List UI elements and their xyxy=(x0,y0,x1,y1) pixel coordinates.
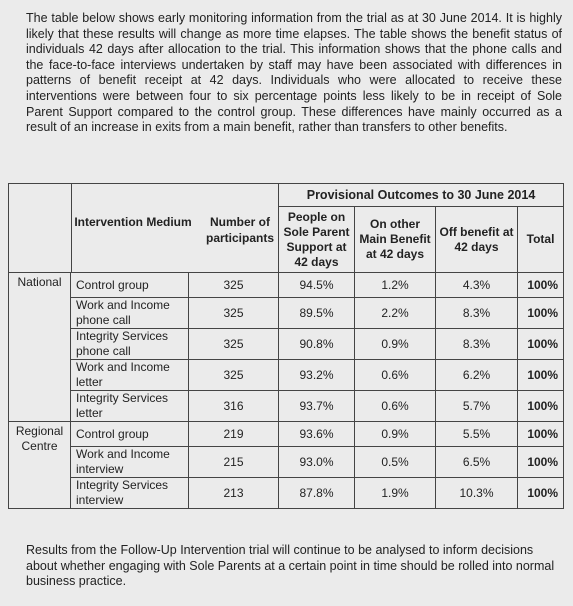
provisional-outcomes-header: Provisional Outcomes to 30 June 2014 xyxy=(279,184,564,207)
col-header-medium: Intervention Medium xyxy=(74,215,192,229)
table-row xyxy=(9,298,564,329)
other-cell: 0.9% xyxy=(355,422,436,447)
participants-cell: 219 xyxy=(189,422,279,447)
total-cell: 100% xyxy=(518,298,564,329)
medium-cell: Work and Income phone call xyxy=(71,298,189,329)
table-row xyxy=(9,273,564,298)
region-national: National xyxy=(9,273,71,422)
other-cell: 1.9% xyxy=(355,478,436,509)
col-header-off-benefit: Off benefit at 42 days xyxy=(436,207,518,273)
table-row xyxy=(9,447,564,478)
off-cell: 8.3% xyxy=(436,298,518,329)
header-blank xyxy=(9,184,279,273)
medium-cell: Work and Income letter xyxy=(71,360,189,391)
medium-cell: Integrity Services phone call xyxy=(71,329,189,360)
intro-paragraph: The table below shows early monitoring information from the trial as at 30 June 2014. It is highly likely that these results will change as more time elapses. The table shows the benefit status of individuals 42 days after allocation to the trial. This information shows that the phone calls and the face-to-face interviews undertaken by staff may have been associated with differences in patterns of benefit receipt at 42 days. Individuals who were allocated to receive these interventions were between four to six percentage points less likely to be in receipt of Sole Parent Support compared to the control group. These differences have mainly occurred as a result of an increase in exits from a main benefit, rather than transfers to other benefits. xyxy=(26,11,562,135)
col-header-total: Total xyxy=(518,207,564,273)
participants-cell: 325 xyxy=(189,329,279,360)
off-cell: 4.3% xyxy=(436,273,518,298)
sps-cell: 93.0% xyxy=(279,447,355,478)
col-header-sole-parent: People on Sole Parent Support at 42 days xyxy=(279,207,355,273)
medium-cell: Control group xyxy=(71,422,189,447)
total-cell: 100% xyxy=(518,447,564,478)
off-cell: 5.5% xyxy=(436,422,518,447)
participants-cell: 325 xyxy=(189,273,279,298)
table-row xyxy=(9,422,564,447)
participants-cell: 325 xyxy=(189,298,279,329)
sps-cell: 93.7% xyxy=(279,391,355,422)
medium-cell: Control group xyxy=(71,273,189,298)
off-cell: 6.5% xyxy=(436,447,518,478)
other-cell: 0.9% xyxy=(355,329,436,360)
table-row xyxy=(9,391,564,422)
participants-cell: 215 xyxy=(189,447,279,478)
other-cell: 2.2% xyxy=(355,298,436,329)
medium-cell: Integrity Services interview xyxy=(71,478,189,509)
other-cell: 1.2% xyxy=(355,273,436,298)
other-cell: 0.5% xyxy=(355,447,436,478)
sps-cell: 93.2% xyxy=(279,360,355,391)
sps-cell: 94.5% xyxy=(279,273,355,298)
off-cell: 10.3% xyxy=(436,478,518,509)
closing-paragraph: Results from the Follow-Up Intervention trial will continue to be analysed to inform decisions about whether engaging with Sole Parents at a certain point in time should be rolled into normal business practice. xyxy=(26,543,555,589)
off-cell: 5.7% xyxy=(436,391,518,422)
other-cell: 0.6% xyxy=(355,391,436,422)
col-header-other-benefit: On other Main Benefit at 42 days xyxy=(355,207,436,273)
total-cell: 100% xyxy=(518,391,564,422)
total-cell: 100% xyxy=(518,329,564,360)
sps-cell: 87.8% xyxy=(279,478,355,509)
table-row xyxy=(9,360,564,391)
participants-cell: 325 xyxy=(189,360,279,391)
sps-cell: 90.8% xyxy=(279,329,355,360)
outcomes-table xyxy=(8,183,564,509)
total-cell: 100% xyxy=(518,273,564,298)
table-row xyxy=(9,478,564,509)
off-cell: 6.2% xyxy=(436,360,518,391)
col-header-participants: Number of participants xyxy=(205,215,274,245)
participants-cell: 213 xyxy=(189,478,279,509)
other-cell: 0.6% xyxy=(355,360,436,391)
sps-cell: 89.5% xyxy=(279,298,355,329)
region-regional-centre: Regional Centre xyxy=(9,422,71,509)
total-cell: 100% xyxy=(518,478,564,509)
sps-cell: 93.6% xyxy=(279,422,355,447)
medium-cell: Work and Income interview xyxy=(71,447,189,478)
off-cell: 8.3% xyxy=(436,329,518,360)
table-row xyxy=(9,329,564,360)
participants-cell: 316 xyxy=(189,391,279,422)
total-cell: 100% xyxy=(518,422,564,447)
total-cell: 100% xyxy=(518,360,564,391)
medium-cell: Integrity Services letter xyxy=(71,391,189,422)
